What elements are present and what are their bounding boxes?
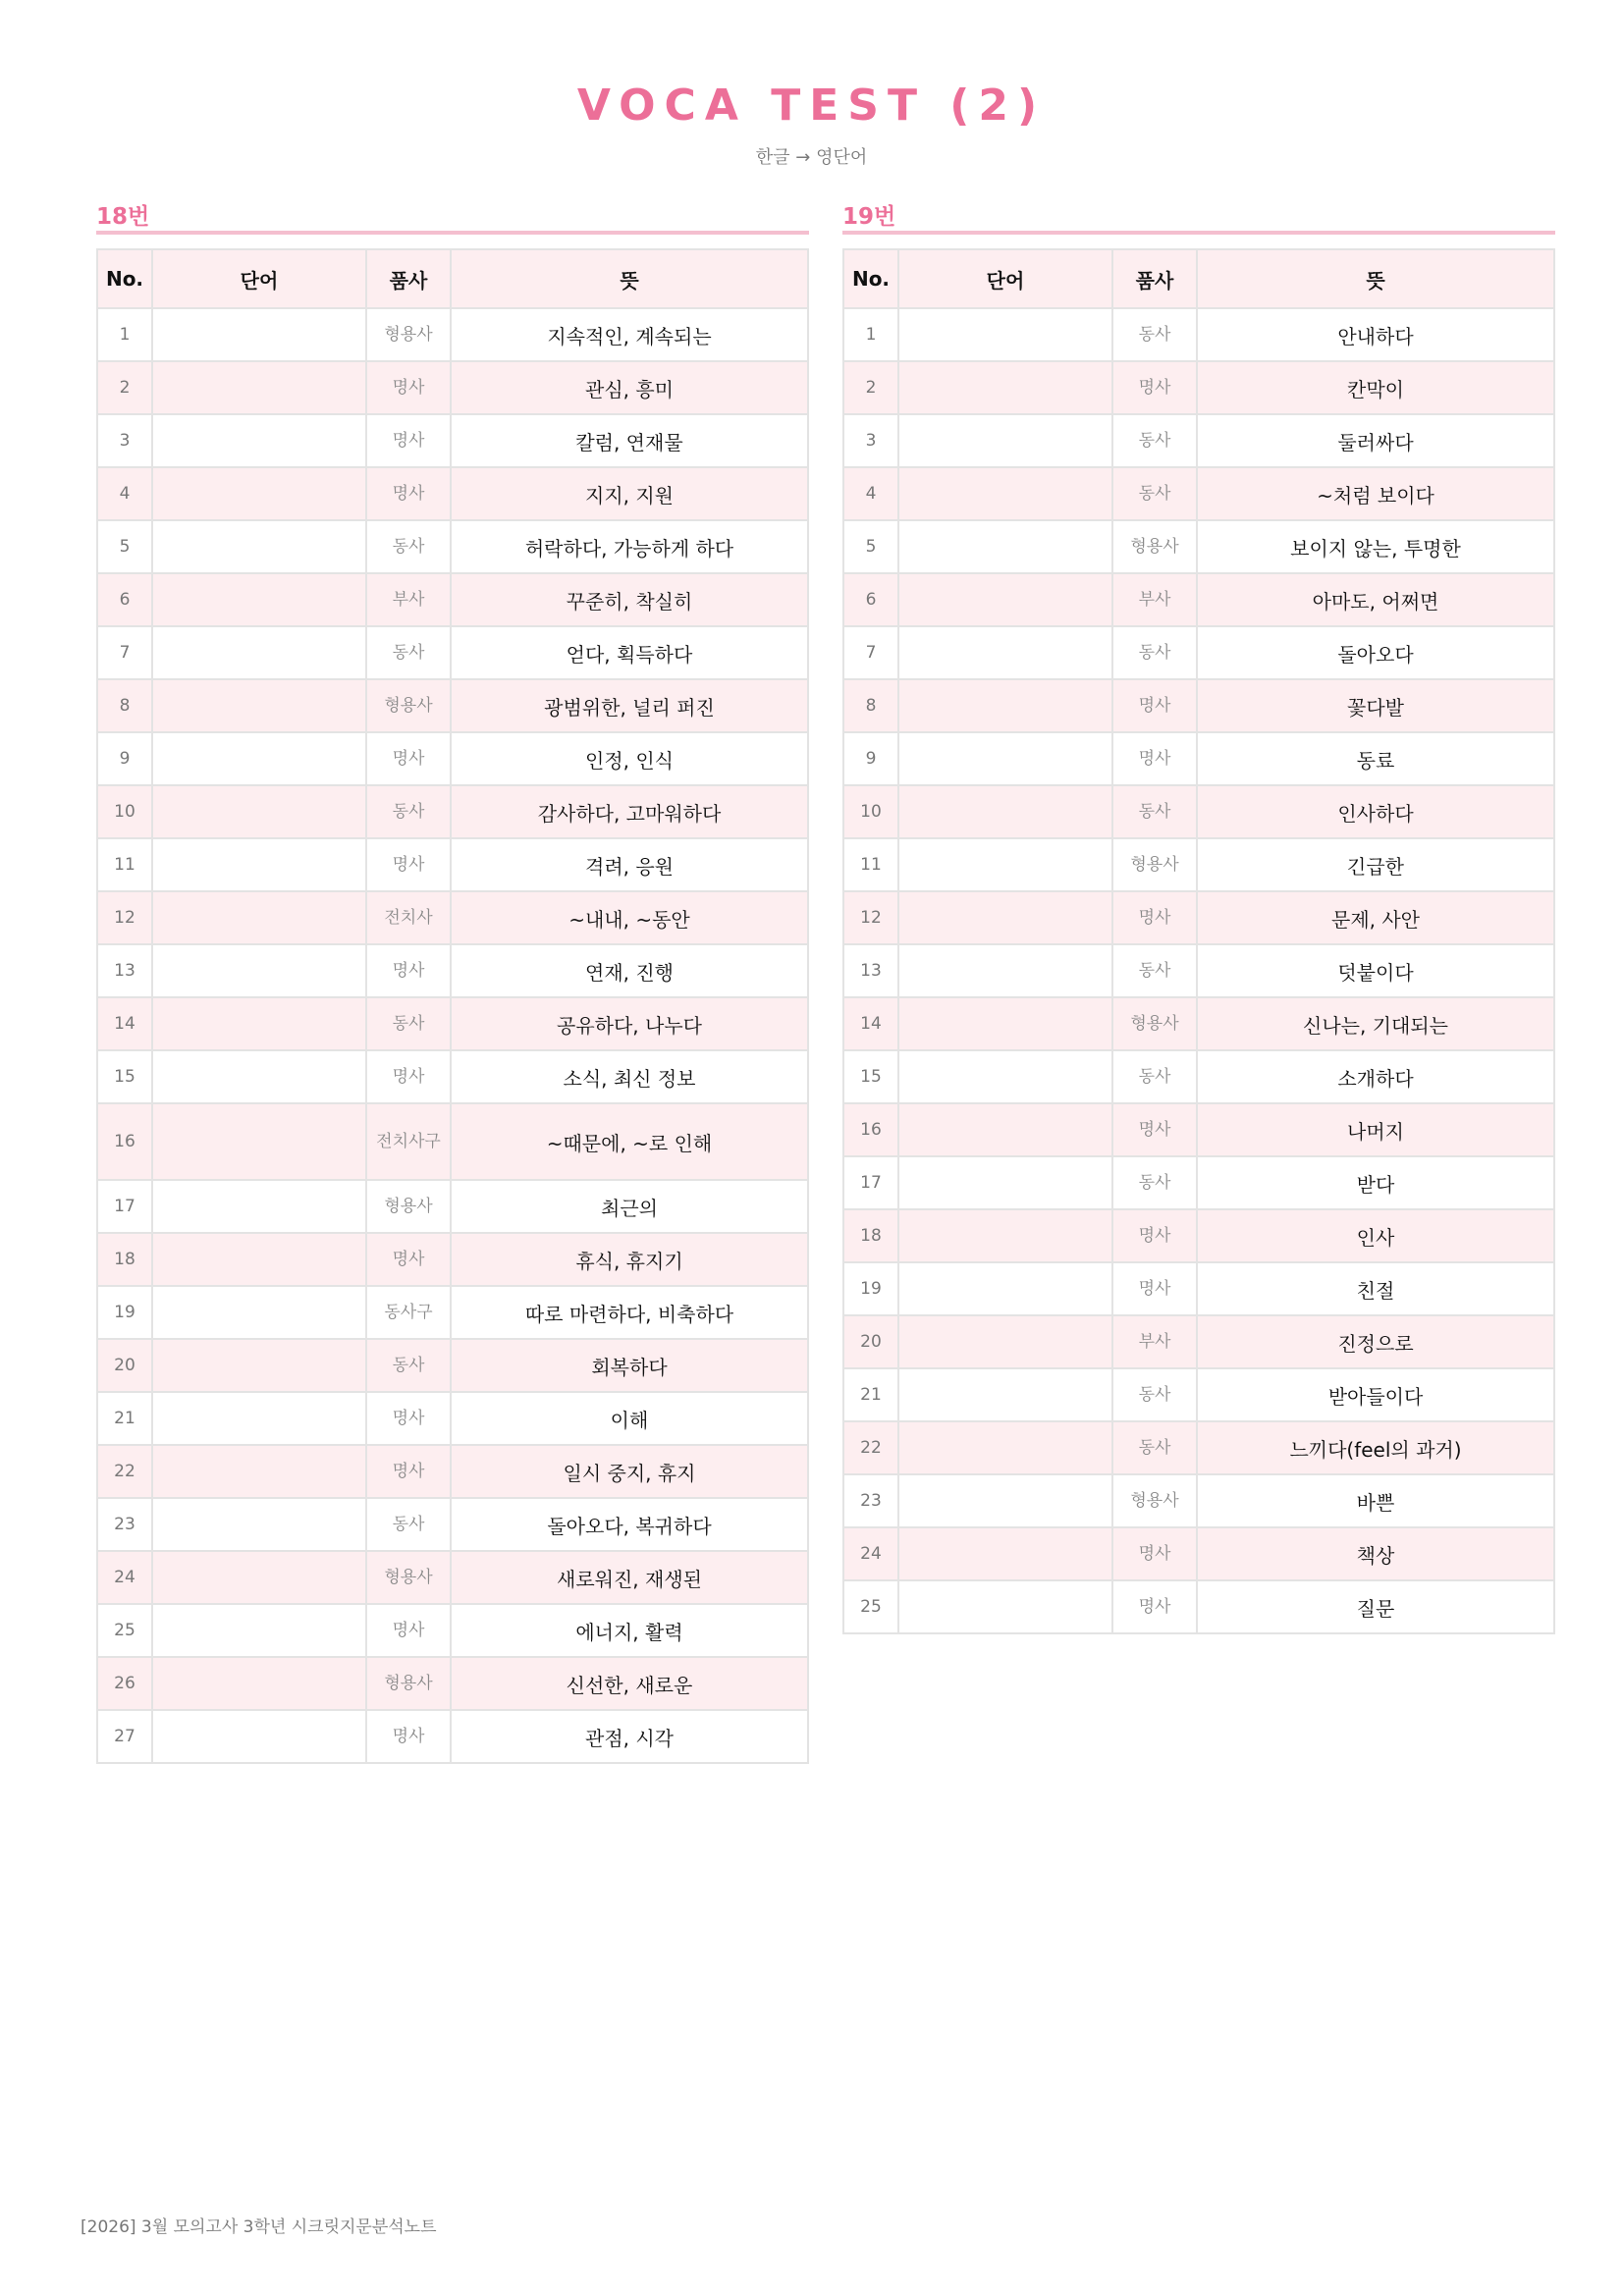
meaning: 소식, 최신 정보 (451, 1050, 808, 1103)
word-answer-cell[interactable] (152, 308, 366, 361)
part-of-speech: 부사 (366, 573, 451, 626)
table-row (97, 520, 808, 573)
row-number: 11 (843, 838, 898, 891)
part-of-speech: 명사 (366, 944, 451, 997)
row-number: 12 (97, 891, 152, 944)
word-answer-cell[interactable] (152, 1286, 366, 1339)
table-row (843, 1050, 1554, 1103)
table-row (97, 626, 808, 679)
word-answer-cell[interactable] (898, 308, 1112, 361)
table-row (97, 1286, 808, 1339)
part-of-speech: 형용사 (366, 308, 451, 361)
row-number: 21 (97, 1392, 152, 1445)
meaning: 칼럼, 연재물 (451, 414, 808, 467)
word-answer-cell[interactable] (152, 1339, 366, 1392)
meaning: 안내하다 (1197, 308, 1554, 361)
table-row (97, 1233, 808, 1286)
meaning: 격려, 응원 (451, 838, 808, 891)
word-answer-cell[interactable] (152, 1498, 366, 1551)
vocab-table (842, 248, 1555, 1634)
table-row (97, 1710, 808, 1763)
table-row (97, 1551, 808, 1604)
header-meaning: 뜻 (451, 249, 808, 308)
part-of-speech: 형용사 (1112, 997, 1197, 1050)
part-of-speech: 부사 (1112, 1315, 1197, 1368)
row-number: 7 (843, 626, 898, 679)
part-of-speech: 명사 (366, 838, 451, 891)
part-of-speech: 동사 (1112, 1156, 1197, 1209)
word-answer-cell[interactable] (152, 732, 366, 785)
meaning: 받아들이다 (1197, 1368, 1554, 1421)
header-pos: 품사 (1112, 249, 1197, 308)
part-of-speech: 형용사 (1112, 838, 1197, 891)
part-of-speech: 형용사 (366, 1180, 451, 1233)
meaning: 관점, 시각 (451, 1710, 808, 1763)
word-answer-cell[interactable] (898, 1103, 1112, 1156)
word-answer-cell[interactable] (898, 1527, 1112, 1580)
meaning: 진정으로 (1197, 1315, 1554, 1368)
table-row (843, 732, 1554, 785)
row-number: 18 (843, 1209, 898, 1262)
part-of-speech: 형용사 (366, 1551, 451, 1604)
meaning: 인정, 인식 (451, 732, 808, 785)
part-of-speech: 명사 (366, 1392, 451, 1445)
meaning: 신선한, 새로운 (451, 1657, 808, 1710)
word-answer-cell[interactable] (898, 1315, 1112, 1368)
row-number: 20 (843, 1315, 898, 1368)
row-number: 16 (97, 1103, 152, 1180)
header-meaning: 뜻 (1197, 249, 1554, 308)
table-row (843, 1421, 1554, 1474)
table-row (843, 308, 1554, 361)
table-row (843, 1103, 1554, 1156)
word-answer-cell[interactable] (152, 1710, 366, 1763)
word-answer-cell[interactable] (898, 1262, 1112, 1315)
table-row (97, 997, 808, 1050)
row-number: 16 (843, 1103, 898, 1156)
header-no: No. (97, 249, 152, 308)
row-number: 13 (843, 944, 898, 997)
row-number: 14 (843, 997, 898, 1050)
word-answer-cell[interactable] (898, 520, 1112, 573)
row-number: 7 (97, 626, 152, 679)
table-body (843, 308, 1554, 1633)
word-answer-cell[interactable] (152, 414, 366, 467)
table-row (843, 1527, 1554, 1580)
header-word: 단어 (152, 249, 366, 308)
meaning: 휴식, 휴지기 (451, 1233, 808, 1286)
part-of-speech: 전치사구 (366, 1103, 451, 1180)
word-answer-cell[interactable] (898, 997, 1112, 1050)
part-of-speech: 동사구 (366, 1286, 451, 1339)
table-row (843, 1580, 1554, 1633)
word-answer-cell[interactable] (898, 838, 1112, 891)
meaning: 감사하다, 고마워하다 (451, 785, 808, 838)
part-of-speech: 동사 (1112, 414, 1197, 467)
word-answer-cell[interactable] (152, 1551, 366, 1604)
word-answer-cell[interactable] (152, 1657, 366, 1710)
footer-note: [2026] 3월 모의고사 3학년 시크릿지문분석노트 (81, 2217, 437, 2237)
part-of-speech: 명사 (366, 414, 451, 467)
row-number: 25 (97, 1604, 152, 1657)
page-title: VOCA TEST (2) (576, 80, 1047, 131)
row-number: 9 (843, 732, 898, 785)
table-row (843, 1156, 1554, 1209)
row-number: 13 (97, 944, 152, 997)
row-number: 18 (97, 1233, 152, 1286)
vocab-table (96, 248, 809, 1764)
meaning: 허락하다, 가능하게 하다 (451, 520, 808, 573)
part-of-speech: 형용사 (1112, 520, 1197, 573)
meaning: 돌아오다 (1197, 626, 1554, 679)
part-of-speech: 명사 (1112, 679, 1197, 732)
part-of-speech: 동사 (366, 1339, 451, 1392)
header-pos: 품사 (366, 249, 451, 308)
meaning: 최근의 (451, 1180, 808, 1233)
meaning: 광범위한, 널리 퍼진 (451, 679, 808, 732)
table-row (97, 785, 808, 838)
meaning: 꾸준히, 착실히 (451, 573, 808, 626)
table-row (97, 361, 808, 414)
row-number: 12 (843, 891, 898, 944)
row-number: 27 (97, 1710, 152, 1763)
meaning: 받다 (1197, 1156, 1554, 1209)
table-row (97, 573, 808, 626)
meaning: 에너지, 활력 (451, 1604, 808, 1657)
table-row (843, 414, 1554, 467)
meaning: 보이지 않는, 투명한 (1197, 520, 1554, 573)
word-answer-cell[interactable] (152, 1445, 366, 1498)
table-row (97, 1392, 808, 1445)
part-of-speech: 동사 (1112, 467, 1197, 520)
word-answer-cell[interactable] (152, 679, 366, 732)
meaning: 인사 (1197, 1209, 1554, 1262)
meaning: ~내내, ~동안 (451, 891, 808, 944)
part-of-speech: 명사 (366, 1604, 451, 1657)
word-answer-cell[interactable] (898, 1209, 1112, 1262)
header-word: 단어 (898, 249, 1112, 308)
part-of-speech: 명사 (1112, 1103, 1197, 1156)
meaning: 인사하다 (1197, 785, 1554, 838)
word-answer-cell[interactable] (152, 944, 366, 997)
table-row (843, 361, 1554, 414)
row-number: 8 (97, 679, 152, 732)
row-number: 4 (843, 467, 898, 520)
meaning: 신나는, 기대되는 (1197, 997, 1554, 1050)
part-of-speech: 형용사 (366, 1657, 451, 1710)
word-answer-cell[interactable] (898, 1368, 1112, 1421)
meaning: ~처럼 보이다 (1197, 467, 1554, 520)
row-number: 14 (97, 997, 152, 1050)
part-of-speech: 부사 (1112, 573, 1197, 626)
word-answer-cell[interactable] (152, 997, 366, 1050)
row-number: 11 (97, 838, 152, 891)
row-number: 25 (843, 1580, 898, 1633)
meaning: 친절 (1197, 1262, 1554, 1315)
part-of-speech: 동사 (1112, 1050, 1197, 1103)
table-body (97, 308, 808, 1763)
meaning: 칸막이 (1197, 361, 1554, 414)
row-number: 2 (843, 361, 898, 414)
row-number: 6 (97, 573, 152, 626)
row-number: 19 (97, 1286, 152, 1339)
section-label: 18번 (96, 198, 809, 235)
table-row (843, 997, 1554, 1050)
page-subtitle: 한글 → 영단어 (755, 147, 868, 168)
row-number: 15 (843, 1050, 898, 1103)
table-row (97, 1180, 808, 1233)
section-19 (842, 198, 1555, 1634)
word-answer-cell[interactable] (152, 1050, 366, 1103)
meaning: 동료 (1197, 732, 1554, 785)
meaning: ~때문에, ~로 인해 (451, 1103, 808, 1180)
part-of-speech: 동사 (366, 997, 451, 1050)
word-answer-cell[interactable] (152, 785, 366, 838)
part-of-speech: 동사 (366, 1498, 451, 1551)
word-answer-cell[interactable] (898, 467, 1112, 520)
table-row (843, 838, 1554, 891)
part-of-speech: 명사 (1112, 1527, 1197, 1580)
row-number: 10 (843, 785, 898, 838)
row-number: 5 (97, 520, 152, 573)
table-row (97, 679, 808, 732)
header-no: No. (843, 249, 898, 308)
row-number: 3 (97, 414, 152, 467)
part-of-speech: 명사 (1112, 732, 1197, 785)
part-of-speech: 동사 (1112, 308, 1197, 361)
word-answer-cell[interactable] (152, 1180, 366, 1233)
table-row (97, 1050, 808, 1103)
word-answer-cell[interactable] (898, 414, 1112, 467)
table-header-row (843, 249, 1554, 308)
row-number: 17 (843, 1156, 898, 1209)
part-of-speech: 동사 (1112, 785, 1197, 838)
table-row (97, 838, 808, 891)
meaning: 긴급한 (1197, 838, 1554, 891)
table-row (843, 1368, 1554, 1421)
row-number: 2 (97, 361, 152, 414)
row-number: 26 (97, 1657, 152, 1710)
meaning: 덧붙이다 (1197, 944, 1554, 997)
word-answer-cell[interactable] (152, 626, 366, 679)
table-row (843, 1315, 1554, 1368)
part-of-speech: 형용사 (366, 679, 451, 732)
word-answer-cell[interactable] (898, 732, 1112, 785)
word-answer-cell[interactable] (898, 1050, 1112, 1103)
word-answer-cell[interactable] (898, 1156, 1112, 1209)
meaning: 연재, 진행 (451, 944, 808, 997)
meaning: 지지, 지원 (451, 467, 808, 520)
table-row (843, 1262, 1554, 1315)
row-number: 22 (97, 1445, 152, 1498)
word-answer-cell[interactable] (898, 944, 1112, 997)
word-answer-cell[interactable] (898, 626, 1112, 679)
row-number: 3 (843, 414, 898, 467)
table-row (97, 732, 808, 785)
meaning: 문제, 사안 (1197, 891, 1554, 944)
row-number: 6 (843, 573, 898, 626)
part-of-speech: 동사 (1112, 1421, 1197, 1474)
row-number: 20 (97, 1339, 152, 1392)
part-of-speech: 명사 (1112, 891, 1197, 944)
table-header-row (97, 249, 808, 308)
meaning: 이해 (451, 1392, 808, 1445)
row-number: 9 (97, 732, 152, 785)
part-of-speech: 명사 (366, 1710, 451, 1763)
row-number: 24 (843, 1527, 898, 1580)
table-row (843, 573, 1554, 626)
word-answer-cell[interactable] (152, 361, 366, 414)
part-of-speech: 동사 (1112, 1368, 1197, 1421)
meaning: 아마도, 어쩌면 (1197, 573, 1554, 626)
row-number: 15 (97, 1050, 152, 1103)
table-row (97, 1498, 808, 1551)
row-number: 1 (97, 308, 152, 361)
row-number: 19 (843, 1262, 898, 1315)
word-answer-cell[interactable] (898, 1580, 1112, 1633)
part-of-speech: 명사 (1112, 1209, 1197, 1262)
meaning: 지속적인, 계속되는 (451, 308, 808, 361)
word-answer-cell[interactable] (898, 573, 1112, 626)
part-of-speech: 동사 (366, 626, 451, 679)
row-number: 10 (97, 785, 152, 838)
table-row (97, 467, 808, 520)
word-answer-cell[interactable] (898, 679, 1112, 732)
table-row (97, 1339, 808, 1392)
part-of-speech: 명사 (366, 361, 451, 414)
row-number: 1 (843, 308, 898, 361)
table-row (843, 1209, 1554, 1262)
word-answer-cell[interactable] (152, 467, 366, 520)
word-answer-cell[interactable] (898, 785, 1112, 838)
table-row (843, 785, 1554, 838)
meaning: 둘러싸다 (1197, 414, 1554, 467)
table-row (97, 1657, 808, 1710)
meaning: 공유하다, 나누다 (451, 997, 808, 1050)
part-of-speech: 명사 (1112, 361, 1197, 414)
table-row (843, 944, 1554, 997)
part-of-speech: 명사 (366, 732, 451, 785)
meaning: 회복하다 (451, 1339, 808, 1392)
table-row (843, 679, 1554, 732)
section-18 (96, 198, 809, 1764)
table-row (97, 1445, 808, 1498)
word-answer-cell[interactable] (152, 838, 366, 891)
table-row (843, 1474, 1554, 1527)
part-of-speech: 동사 (366, 785, 451, 838)
row-number: 24 (97, 1551, 152, 1604)
word-answer-cell[interactable] (152, 1103, 366, 1180)
word-answer-cell[interactable] (152, 1233, 366, 1286)
meaning: 관심, 흥미 (451, 361, 808, 414)
meaning: 질문 (1197, 1580, 1554, 1633)
row-number: 22 (843, 1421, 898, 1474)
meaning: 책상 (1197, 1527, 1554, 1580)
part-of-speech: 명사 (1112, 1262, 1197, 1315)
part-of-speech: 명사 (366, 1233, 451, 1286)
row-number: 4 (97, 467, 152, 520)
table-row (97, 944, 808, 997)
part-of-speech: 명사 (366, 1050, 451, 1103)
part-of-speech: 명사 (366, 1445, 451, 1498)
table-row (97, 414, 808, 467)
meaning: 꽃다발 (1197, 679, 1554, 732)
section-label: 19번 (842, 198, 1555, 235)
word-answer-cell[interactable] (898, 891, 1112, 944)
part-of-speech: 동사 (366, 520, 451, 573)
word-answer-cell[interactable] (898, 1421, 1112, 1474)
table-row (843, 520, 1554, 573)
meaning: 일시 중지, 휴지 (451, 1445, 808, 1498)
word-answer-cell[interactable] (898, 361, 1112, 414)
word-answer-cell[interactable] (898, 1474, 1112, 1527)
table-row (97, 891, 808, 944)
part-of-speech: 형용사 (1112, 1474, 1197, 1527)
meaning: 느끼다(feel의 과거) (1197, 1421, 1554, 1474)
meaning: 소개하다 (1197, 1050, 1554, 1103)
table-row (843, 891, 1554, 944)
table-row (843, 626, 1554, 679)
word-answer-cell[interactable] (152, 1392, 366, 1445)
meaning: 바쁜 (1197, 1474, 1554, 1527)
row-number: 21 (843, 1368, 898, 1421)
row-number: 23 (97, 1498, 152, 1551)
word-answer-cell[interactable] (152, 520, 366, 573)
meaning: 새로워진, 재생된 (451, 1551, 808, 1604)
meaning: 얻다, 획득하다 (451, 626, 808, 679)
table-row (97, 308, 808, 361)
table-row (843, 467, 1554, 520)
part-of-speech: 전치사 (366, 891, 451, 944)
word-answer-cell[interactable] (152, 1604, 366, 1657)
meaning: 따로 마련하다, 비축하다 (451, 1286, 808, 1339)
part-of-speech: 명사 (1112, 1580, 1197, 1633)
meaning: 나머지 (1197, 1103, 1554, 1156)
meaning: 돌아오다, 복귀하다 (451, 1498, 808, 1551)
table-row (97, 1103, 808, 1180)
part-of-speech: 동사 (1112, 626, 1197, 679)
table-row (97, 1604, 808, 1657)
word-answer-cell[interactable] (152, 891, 366, 944)
word-answer-cell[interactable] (152, 573, 366, 626)
part-of-speech: 명사 (366, 467, 451, 520)
row-number: 5 (843, 520, 898, 573)
part-of-speech: 동사 (1112, 944, 1197, 997)
row-number: 17 (97, 1180, 152, 1233)
row-number: 8 (843, 679, 898, 732)
row-number: 23 (843, 1474, 898, 1527)
